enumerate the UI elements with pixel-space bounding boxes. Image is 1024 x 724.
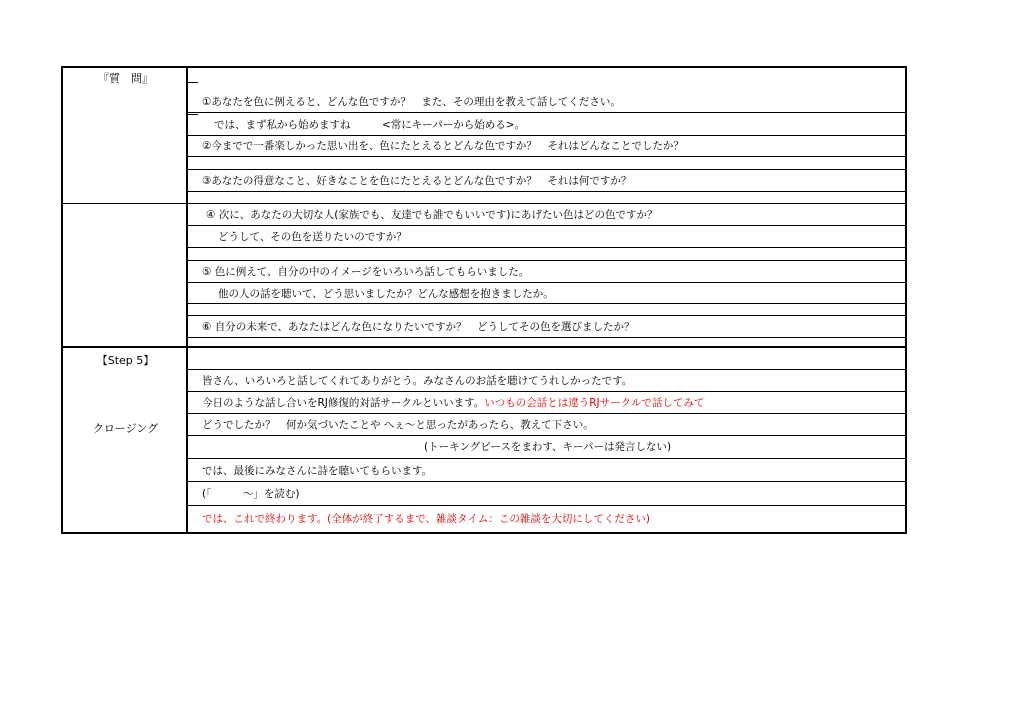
step5-line-6 <box>188 482 905 506</box>
step5-line-3-text: どうでしたか？ 何か気づいたことや へぇ～と思ったがあったら、教えて下さい。 <box>202 419 594 431</box>
question-4-row <box>188 204 905 226</box>
question-1-row <box>188 91 905 113</box>
question-5-follow-row <box>188 283 905 304</box>
step5-line-2-text <box>202 394 704 412</box>
spacer-row <box>188 157 905 170</box>
spacer-row <box>188 338 905 348</box>
question-5-follow-text: 他の人の話を聴いて、どう思いましたか？どんな感想を抱きましたか。 <box>218 288 554 300</box>
question-1-text: ①あなたを色に例えると、どんな色ですか？ また、その理由を教えて話してください。 <box>202 96 621 108</box>
step5-line-4 <box>188 436 905 459</box>
step5-line-7-text: では、これで終わります。(全体が終了するまで、雑談タイム：この雑談を大切にしてください) <box>202 513 650 525</box>
question-3-text: ③あなたの得意なこと、好きなことを色にたとえるとどんな色ですか？ それは何ですか？ <box>202 175 632 187</box>
questions-section-b <box>63 204 905 348</box>
step5-line-5-text: では、最後にみなさんに詩を聴いてもらいます。 <box>202 465 433 477</box>
question-2-row <box>188 136 905 157</box>
step5-line-4-text: (トーキングピースをまわす、キーパーは発言しない) <box>424 441 672 453</box>
question-1-follow-text: では、まず私から始めますね <常にキーパーから始める>。 <box>214 119 526 131</box>
questions-section-a <box>63 68 905 204</box>
step5-line-1 <box>188 370 905 392</box>
step5-line-2-black: 今日のような話し合いをRJ修復的対話サークルといいます。 <box>202 397 485 409</box>
step5-line-6-text: (「 ～」を読む) <box>202 488 300 500</box>
spacer-row <box>188 248 905 261</box>
step5-header: 【Step 5】 <box>96 354 155 367</box>
questions-header: 『質 問』 <box>98 72 153 85</box>
question-5-row <box>188 261 905 283</box>
spacer-row <box>188 192 905 204</box>
step5-line-2 <box>188 392 905 414</box>
step5-line-3 <box>188 414 905 436</box>
step5-line-5 <box>188 459 905 482</box>
step5-spacer-row <box>188 348 905 370</box>
question-6-text: ⑥ 自分の未来で、あなたはどんな色になりたいですか？ どうしてその色を選びましたか？ <box>202 321 635 333</box>
question-1-follow-row <box>188 113 905 136</box>
question-5-text: ⑤ 色に例えて、自分の中のイメージをいろいろ話してもらいました。 <box>202 266 530 278</box>
row-tick <box>188 82 198 83</box>
step5-line-1-text: 皆さん、いろいろと話してくれてありがとう。みなさんのお話を聴けてうれしかったです。 <box>202 375 633 387</box>
questions-label-cell <box>63 68 188 203</box>
question-4-follow-text: どうして、その色を送りたいのですか？ <box>218 231 407 243</box>
step5-line-2-red: いつもの会話とは違うRJサークルで話してみて <box>484 397 705 409</box>
question-4-text: ④ 次に、あなたの大切な人(家族でも、友達でも誰でもいいです)にあげたい色はどの色ですか？ <box>206 209 658 221</box>
step5-label-cell <box>63 348 188 532</box>
question-3-row <box>188 170 905 192</box>
spacer-row <box>188 304 905 316</box>
question-6-row <box>188 316 905 338</box>
step5-closing-label: クロージング <box>92 422 159 435</box>
questions-label-cell-2 <box>63 204 188 346</box>
step5-line-7 <box>188 506 905 532</box>
step5-section <box>63 348 905 532</box>
question-4-follow-row <box>188 226 905 248</box>
dialogue-script-table <box>61 66 907 534</box>
question-2-text: ②今までで一番楽しかった思い出を、色にたとえるとどんな色ですか？ それはどんなことでしたか？ <box>202 140 684 152</box>
